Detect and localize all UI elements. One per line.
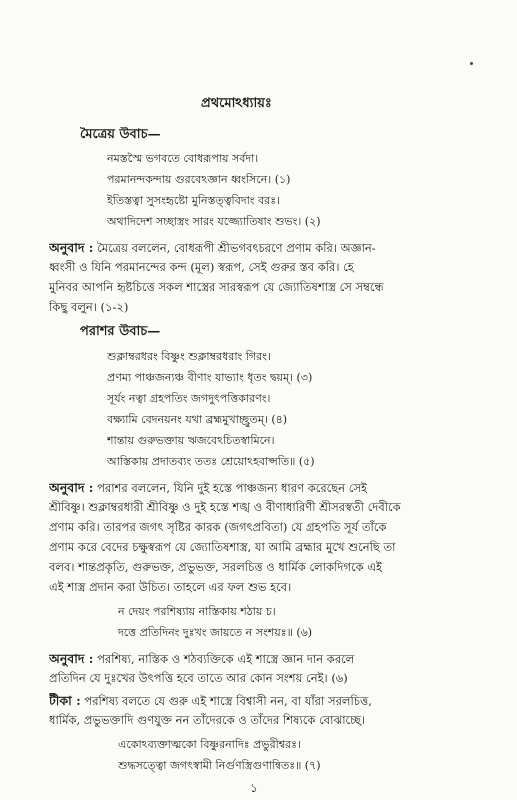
anubad-text: কিছু বলুন। (১-২) xyxy=(49,300,129,314)
tika-label: টীকা : xyxy=(49,693,81,708)
verse-line: ন দেয়ং পরশিষ্যায় নাস্তিকায় শঠায় চ। xyxy=(118,605,276,618)
anubad-text: প্রণাম করি। তারপর জগৎ সৃষ্টির কারক (জগৎপ্রবিতা) যে গ্রহপতি সূর্য তাঁকে xyxy=(49,520,387,534)
verse-line: শান্তায় গুরুভক্তায় ঋজবেঽচিতস্বামিনে। xyxy=(107,434,275,447)
anubad-paragraph-line xyxy=(49,240,494,256)
verse-line: শুদ্ধসত্ত্বো জগৎস্বামী নির্গুণস্ত্রিগুণান্বিতঃ॥ (৭) xyxy=(118,759,321,772)
verse-line: প্রণম্য পাঞ্চজন্যঞ্চ বীণাং যাভ্যাং ধৃতং দ্বয়ম্। (৩) xyxy=(107,371,313,384)
anubad-label: অনুবাদ : xyxy=(49,240,94,255)
chapter-title: প্রথমোঽধ্যায়ঃ xyxy=(201,96,272,111)
verse-line: সূর্যং নত্বা গ্রহপতিং জগদুৎপত্তিকারণং। xyxy=(107,392,271,405)
anubad-text: ধ্বংসী ও যিনি পরমানন্দের কন্দ (মূল) স্বরূপ, সেই গুরুর স্তব করি। হে xyxy=(49,260,354,274)
tika-text: ধার্মিক, প্রভুভক্তাদি গুণযুক্ত নন তাঁদেরকে ও তাঁদের শিষ্যকে বোঝাচ্ছে। xyxy=(49,713,366,727)
anubad-text: মৈত্রেয় বললেন, বোধরূপী শ্রীভগবৎচরণে প্রণাম করি। অজ্ঞান- xyxy=(97,241,376,255)
verse-line: শুক্লাম্বরধরং বিষ্ণুং শুক্লাম্বরধরাং গিরং। xyxy=(107,350,271,363)
verse-line: একোঽব্যক্তাত্মকো বিষ্ণুরনাদিঃ প্রভুরীশ্বরঃ। xyxy=(118,738,301,751)
speaker-parashara: পরাশর উবাচ— xyxy=(80,324,161,339)
verse-line: অথাদিদেশ সচ্ছাস্ত্রং সারং যজ্জ্যোতিষাং শুভং। (২) xyxy=(107,215,321,228)
speaker-maitreya: মৈত্রেয় উবাচ— xyxy=(80,127,161,142)
verse-line: দত্তে প্রতিদিনং দুঃখং জায়তে ন সংশয়ঃ॥ (৬) xyxy=(118,626,313,639)
tika-paragraph-line xyxy=(49,693,494,709)
anubad-text: প্রতিদিন যে দুঃখের উৎপত্তি হবে তাতে আর কোন সংশয় নেই। (৬) xyxy=(49,671,348,685)
anubad-paragraph-line xyxy=(49,480,494,496)
page-number: ১ xyxy=(250,781,258,795)
anubad-label: অনুবাদ : xyxy=(49,651,94,666)
tika-text: পরশিষ্য বলতে যে গুরু এই শাস্ত্রে বিশ্বাসী নন, বা যাঁরা সরলচিত্ত, xyxy=(84,694,372,708)
scan-speck xyxy=(470,62,473,65)
anubad-text: মুনিবর আপনি হৃষ্টচিত্তে সকল শাস্ত্রের সারস্বরূপ যে জ্যোতিষশাস্ত্র সে সম্বন্ধে xyxy=(49,280,384,294)
verse-line: আস্তিকায় প্রদাতব্যং ততঃ শ্রেয়োঽহবাপ্সতি॥ (৫) xyxy=(107,455,315,468)
verse-line: নমস্তস্মৈ ভগবতে বোধরূপায় সর্বদা। xyxy=(107,152,259,165)
anubad-text: এই শাস্ত্র প্রদান করা উচিত। তাহলে এর ফল শুভ হবে। xyxy=(49,580,292,594)
anubad-text: প্রণাম করে বেদের চক্ষুস্বরূপ যে জ্যোতিষশাস্ত্র, যা আমি ব্রহ্মার মুখে শুনেছি তা xyxy=(49,540,396,554)
verse-line: বক্ষ্যামি বেদনয়নং যথা ব্রহ্মমুখাচ্ছ্রুতম্। (৪) xyxy=(107,413,288,426)
verse-line: পরমানন্দকন্দায় গুরবেঽজ্ঞান ধ্বংসিনে। (১) xyxy=(107,173,291,186)
verse-line: ইতিস্তত্বা সুসংহৃষ্টো মুনিস্তত্ত্ববিদাং বরঃ। xyxy=(107,194,280,207)
anubad-text: পরাশর বললেন, যিনি দুই হস্তে পাঞ্চজন্য ধারণ করেছেন সেই xyxy=(97,481,368,495)
anubad-text: বলব। শান্তপ্রকৃতি, গুরুভক্ত, প্রভুভক্ত, সরলচিত্ত ও ধার্মিক লোকদিগকে এই xyxy=(49,560,383,574)
anubad-text: পরশিষ্য, নাস্তিক ও শঠব্যক্তিকে এই শাস্ত্রে জ্ঞান দান করলে xyxy=(97,652,355,666)
anubad-text: শ্রীবিষ্ণু। শুক্লাম্বরধারী শ্রীবিষ্ণু ও দুই হস্তে শঙ্খ ও বীণাধারিণী শ্রীসরস্বতী দেবীকে xyxy=(49,500,401,514)
anubad-label: অনুবাদ : xyxy=(49,480,94,495)
anubad-paragraph-line xyxy=(49,651,494,667)
